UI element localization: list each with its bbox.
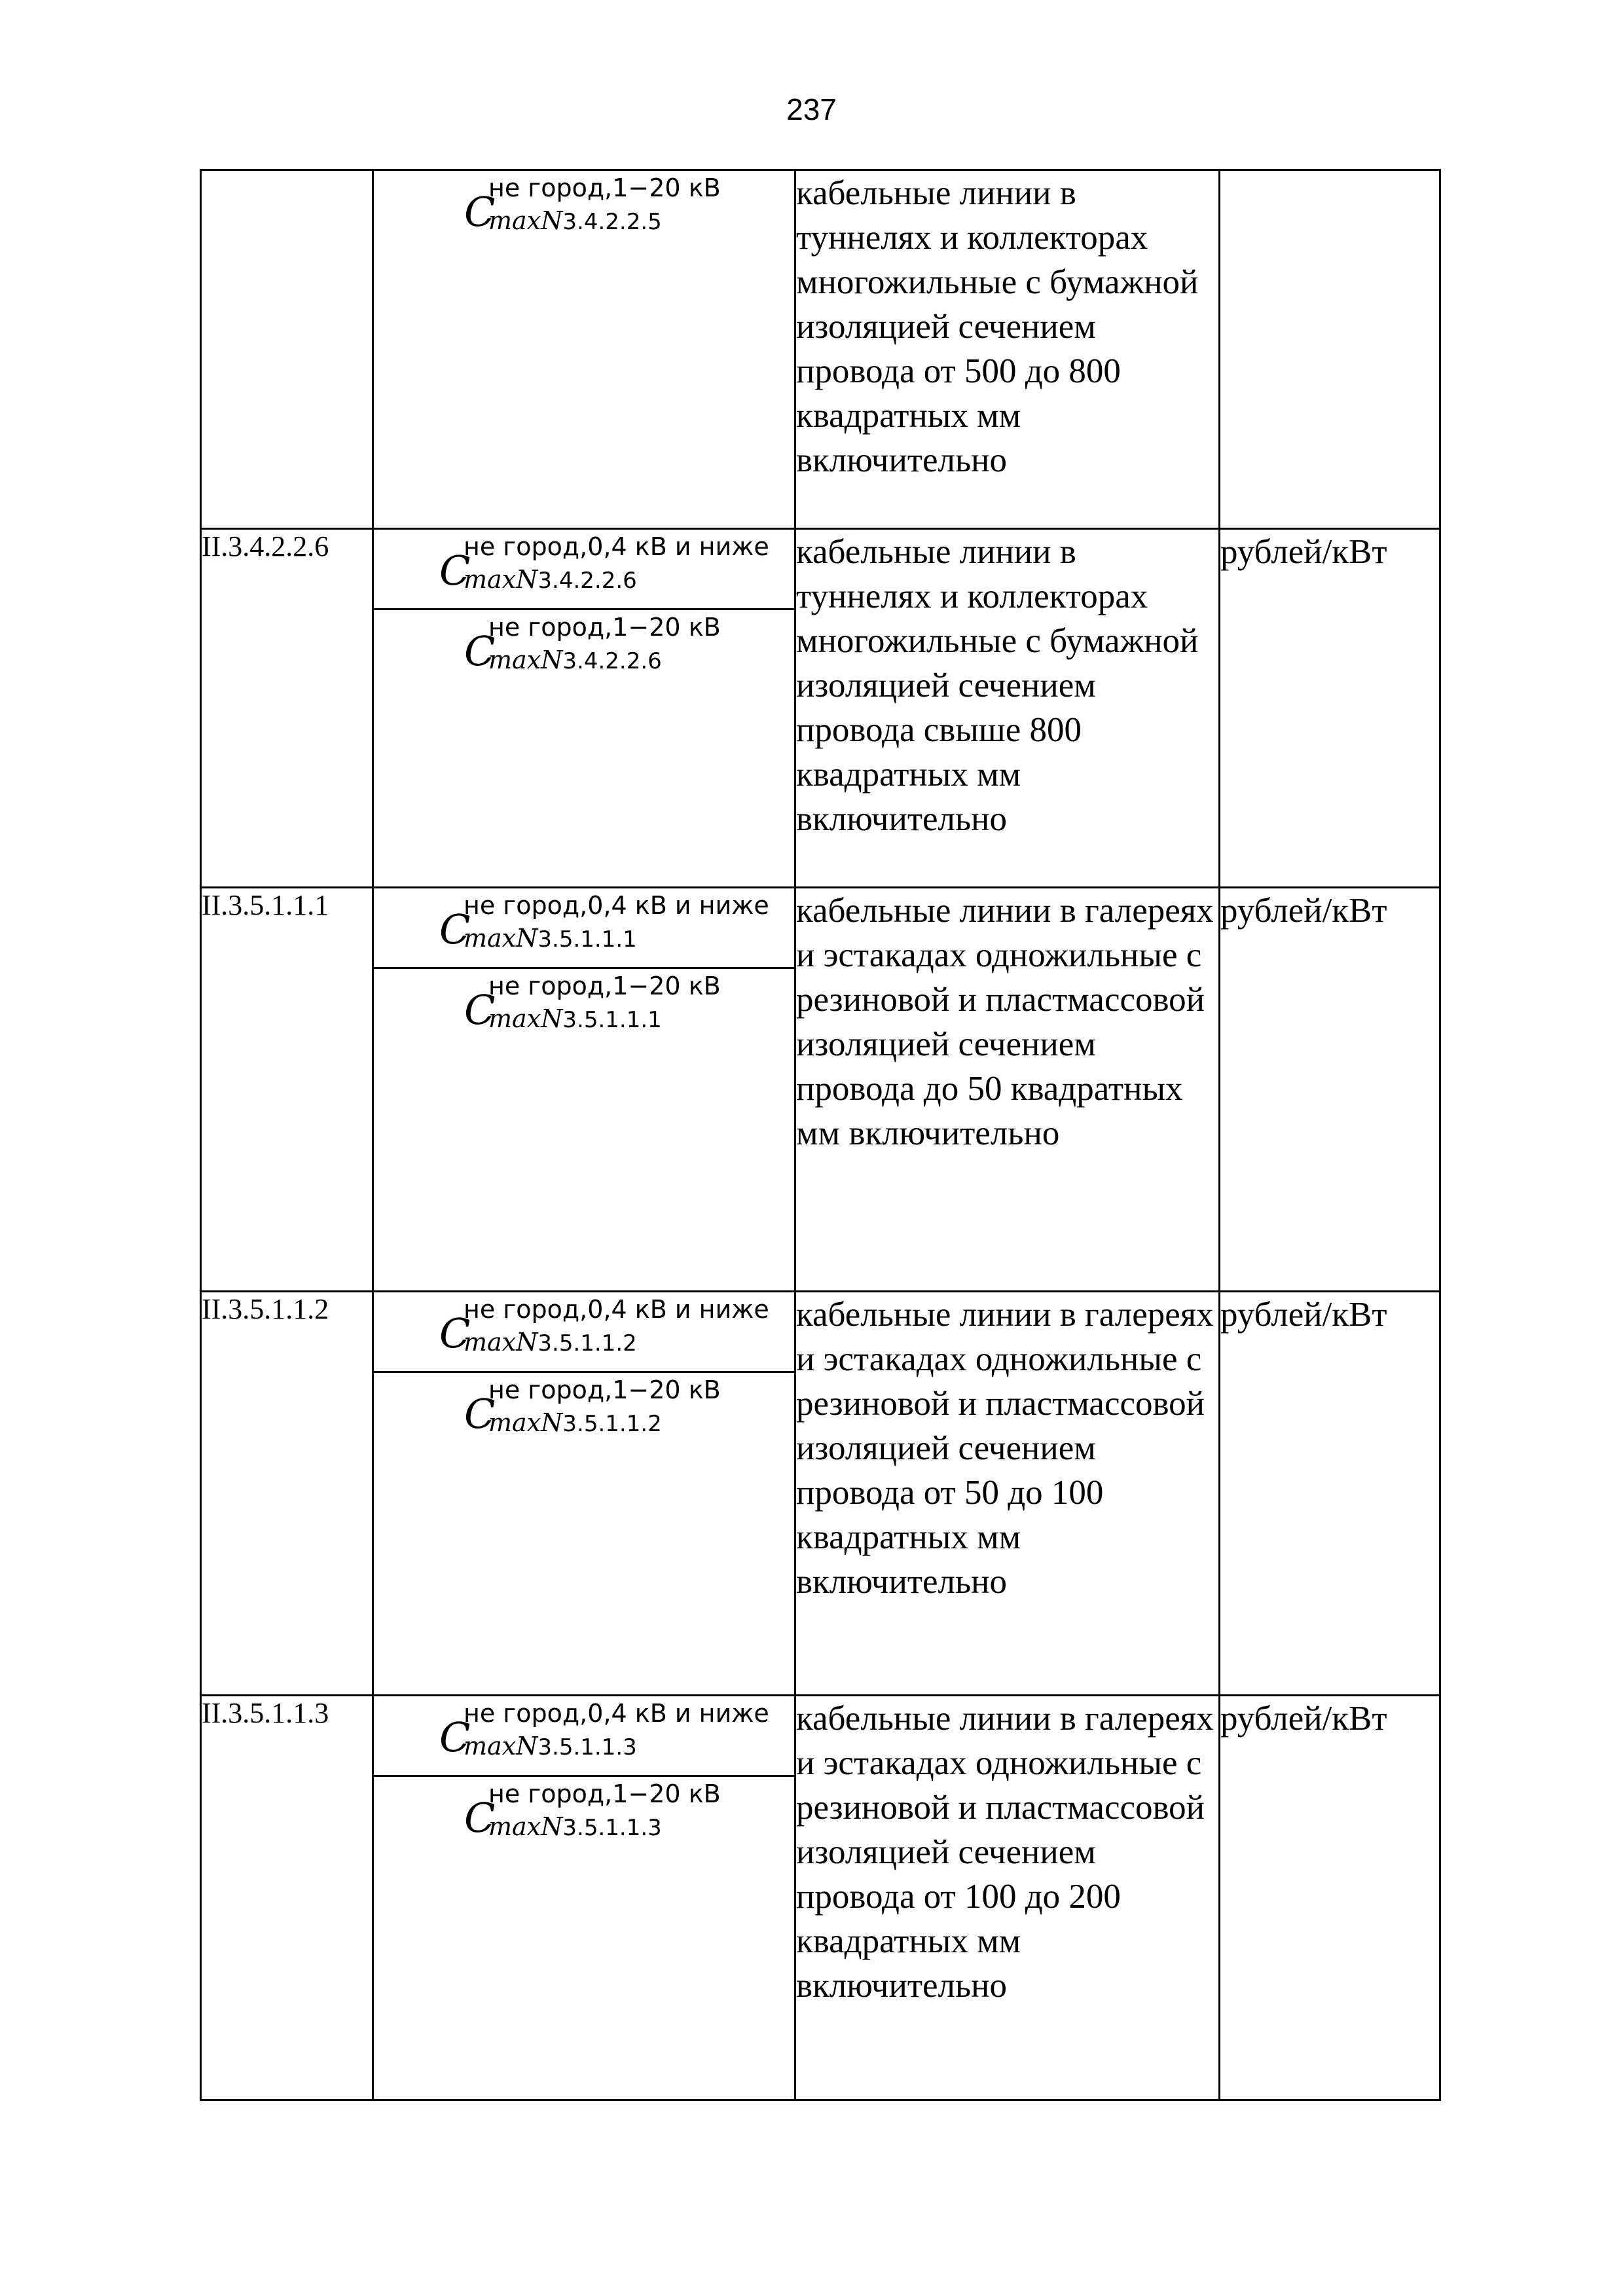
row-description: кабельные линии в галереях и эстакадах одножильные с резиновой и пластмассовой изоляцией сечением провода до 50 квадратных мм включительно — [795, 888, 1220, 1292]
formula-subscript-prefix: maxN — [488, 206, 563, 235]
row-code: II.3.5.1.1.2 — [201, 1292, 373, 1696]
formula-superscript: не город,0,4 кВ и ниже — [464, 532, 769, 561]
row-description: кабельные линии в галереях и эстакадах одножильные с резиновой и пластмассовой изоляцией сечением провода от 50 до 100 квадратных мм включительно — [795, 1292, 1220, 1696]
formula-cell — [373, 888, 795, 1292]
formula-symbol: C — [439, 1309, 471, 1357]
formula-superscript: не город,1−20 кВ — [488, 173, 721, 202]
formula-symbol: C — [464, 1390, 496, 1438]
row-unit: рублей/кВт — [1220, 1292, 1440, 1696]
formula-index: 3.5.1.1.3 — [538, 1734, 637, 1760]
formula-symbol: C — [439, 905, 471, 953]
formula-symbol: C — [439, 547, 471, 594]
formula-subscript — [488, 647, 662, 674]
formula-superscript: не город,1−20 кВ — [488, 613, 721, 642]
formula-index: 3.4.2.2.6 — [538, 568, 637, 594]
formula-subscript — [488, 208, 662, 235]
row-unit: рублей/кВт — [1220, 888, 1440, 1292]
formula-symbol: C — [464, 188, 496, 236]
formula-subscript-prefix: maxN — [464, 1328, 538, 1357]
formula-subscript — [464, 925, 637, 953]
formula-cell — [373, 529, 795, 888]
formula-subscript-prefix: maxN — [488, 646, 563, 674]
formula — [374, 1292, 794, 1371]
formula-superscript: не город,0,4 кВ и ниже — [464, 891, 769, 920]
formula-superscript: не город,0,4 кВ и ниже — [464, 1295, 769, 1324]
formula-cell — [373, 170, 795, 529]
row-code: II.3.5.1.1.3 — [201, 1696, 373, 2100]
row-code: II.3.4.2.2.6 — [201, 529, 373, 888]
formula — [374, 967, 794, 1046]
formula-subscript-prefix: maxN — [488, 1812, 563, 1841]
page-number: 237 — [786, 92, 837, 126]
formula-symbol: C — [439, 1713, 471, 1761]
formula-cell — [373, 1696, 795, 2100]
table-row — [201, 1292, 1440, 1696]
formula-subscript-prefix: maxN — [464, 924, 538, 953]
table-row — [201, 1696, 1440, 2100]
formula-subscript — [464, 1733, 637, 1760]
formula-index: 3.5.1.1.1 — [562, 1007, 662, 1033]
tariff-table-body — [201, 170, 1440, 2100]
formula — [374, 1696, 794, 1775]
row-unit: рублей/кВт — [1220, 529, 1440, 888]
formula-superscript: не город,1−20 кВ — [488, 1376, 721, 1404]
row-code: II.3.5.1.1.1 — [201, 888, 373, 1292]
formula-superscript: не город,0,4 кВ и ниже — [464, 1699, 769, 1728]
formula-index: 3.5.1.1.2 — [538, 1330, 637, 1357]
formula-symbol: C — [464, 1794, 496, 1842]
row-unit: рублей/кВт — [1220, 1696, 1440, 2100]
formula-cell — [373, 1292, 795, 1696]
formula-index: 3.5.1.1.3 — [562, 1815, 662, 1841]
formula-subscript — [464, 1329, 637, 1357]
formula-index: 3.4.2.2.6 — [562, 648, 662, 674]
formula-subscript-prefix: maxN — [464, 1732, 538, 1760]
formula-subscript-prefix: maxN — [464, 565, 538, 594]
formula-subscript-prefix: maxN — [488, 1408, 563, 1437]
row-description: кабельные линии в туннелях и коллекторах многожильные с бумажной изоляцией сечением провода от 500 до 800 квадратных мм включительно — [795, 170, 1220, 529]
formula-symbol: C — [464, 986, 496, 1034]
formula-subscript — [464, 566, 637, 594]
formula-symbol: C — [464, 627, 496, 675]
formula — [374, 888, 794, 967]
formula-subscript-prefix: maxN — [488, 1004, 563, 1033]
formula-index: 3.5.1.1.1 — [538, 926, 637, 953]
formula-subscript — [488, 1410, 662, 1437]
table-row — [201, 170, 1440, 529]
formula — [374, 1775, 794, 1853]
table-row — [201, 529, 1440, 888]
formula-subscript — [488, 1006, 662, 1033]
row-unit — [1220, 170, 1440, 529]
row-description: кабельные линии в туннелях и коллекторах многожильные с бумажной изоляцией сечением провода свыше 800 квадратных мм включительно — [795, 529, 1220, 888]
formula-index: 3.4.2.2.5 — [562, 209, 662, 235]
formula — [374, 530, 794, 608]
formula — [374, 171, 794, 249]
row-description: кабельные линии в галереях и эстакадах одножильные с резиновой и пластмассовой изоляцией сечением провода от 100 до 200 квадратных мм включительно — [795, 1696, 1220, 2100]
formula — [374, 608, 794, 687]
formula — [374, 1371, 794, 1449]
formula-superscript: не город,1−20 кВ — [488, 972, 721, 1000]
row-code — [201, 170, 373, 529]
formula-subscript — [488, 1813, 662, 1841]
formula-superscript: не город,1−20 кВ — [488, 1779, 721, 1808]
tariff-table — [200, 169, 1441, 2101]
formula-index: 3.5.1.1.2 — [562, 1411, 662, 1437]
table-row — [201, 888, 1440, 1292]
